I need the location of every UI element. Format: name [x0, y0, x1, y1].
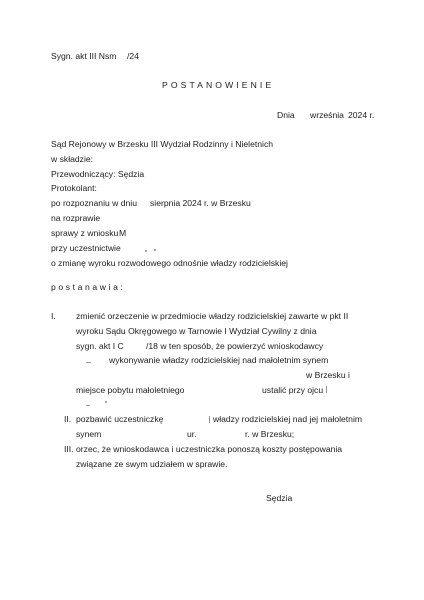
item-1-line-5: w Brzesku i [306, 370, 350, 380]
redaction-mark [326, 386, 327, 393]
date-month: września [310, 110, 344, 120]
item-1-number: I. [51, 311, 56, 321]
redaction-mark [154, 249, 156, 251]
item-2-line-2b: ur. [187, 429, 197, 439]
case-reference-suffix: /24 [127, 51, 139, 61]
hearing-date-rest: sierpnia 2024 r. w Brzesku [150, 198, 251, 208]
document-title: POSTANOWIENIE [162, 80, 275, 90]
case-from-initial: M [119, 228, 127, 238]
redaction-mark [209, 416, 210, 423]
court-name: Sąd Rejonowy w Brzesku III Wydział Rodzinny i Nieletnich [51, 139, 274, 149]
item-2-line-2c: r. w Brzesku; [245, 429, 295, 439]
redaction-mark [105, 401, 107, 403]
item-3-number: III. [64, 444, 74, 454]
composition-label: w składzie: [51, 154, 94, 164]
item-1-line-3b: /18 w ten sposób, że powierzyć wnioskodawcy [146, 341, 324, 351]
item-2-number: II. [64, 414, 72, 424]
clerk-label: Protokolant: [51, 183, 97, 193]
presiding-judge: Przewodniczący: Sędzia [51, 169, 145, 179]
date-prefix: Dnia [277, 110, 295, 120]
item-1-line-1: zmienić orzeczenie w przedmiocie władzy rodzicielskiej zawarte w pkt II [76, 311, 349, 321]
item-1-line-6a: miejsce pobytu małoletniego [76, 385, 185, 395]
decision-heading: postanawia: [51, 282, 126, 292]
participants-label: przy uczestnictwie [51, 243, 121, 253]
item-3-line-1: orzec, że wnioskodawca i uczestniczka ponoszą koszty postępowania [76, 444, 343, 454]
item-1-line-6b: ustalić przy ojcu [262, 385, 324, 395]
item-2-line-1a: pozbawić uczestniczkę [76, 414, 164, 424]
case-subject: o zmianę wyroku rozwodowego odnośnie władzy rodzicielskiej [51, 258, 288, 268]
case-reference: Sygn. akt III Nsm [51, 51, 117, 61]
date-year: 2024 r. [348, 110, 375, 120]
hearing-date-prefix: po rozpoznaniu w dniu [51, 198, 137, 208]
redaction-mark [86, 405, 90, 406]
item-1-line-2: wyroku Sądu Okręgowego w Tarnowie I Wydział Cywilny z dnia [76, 326, 317, 336]
item-1-line-4: wykonywanie władzy rodzicielskiej nad małoletnim synem [109, 355, 329, 365]
redaction-mark [86, 362, 91, 363]
item-3-line-2: związane ze swym udziałem w sprawie. [76, 459, 228, 469]
case-from: sprawy z wniosku [51, 228, 119, 238]
judge-signature-label: Sędzia [266, 493, 293, 503]
hearing-mode: na rozprawie [51, 213, 101, 223]
redaction-mark [145, 250, 147, 252]
item-2-line-2a: synem [76, 429, 102, 439]
item-1-line-3a: sygn. akt I C [76, 341, 124, 351]
item-2-line-1b: władzy rodzicielskiej nad jej małoletnim [213, 414, 363, 424]
